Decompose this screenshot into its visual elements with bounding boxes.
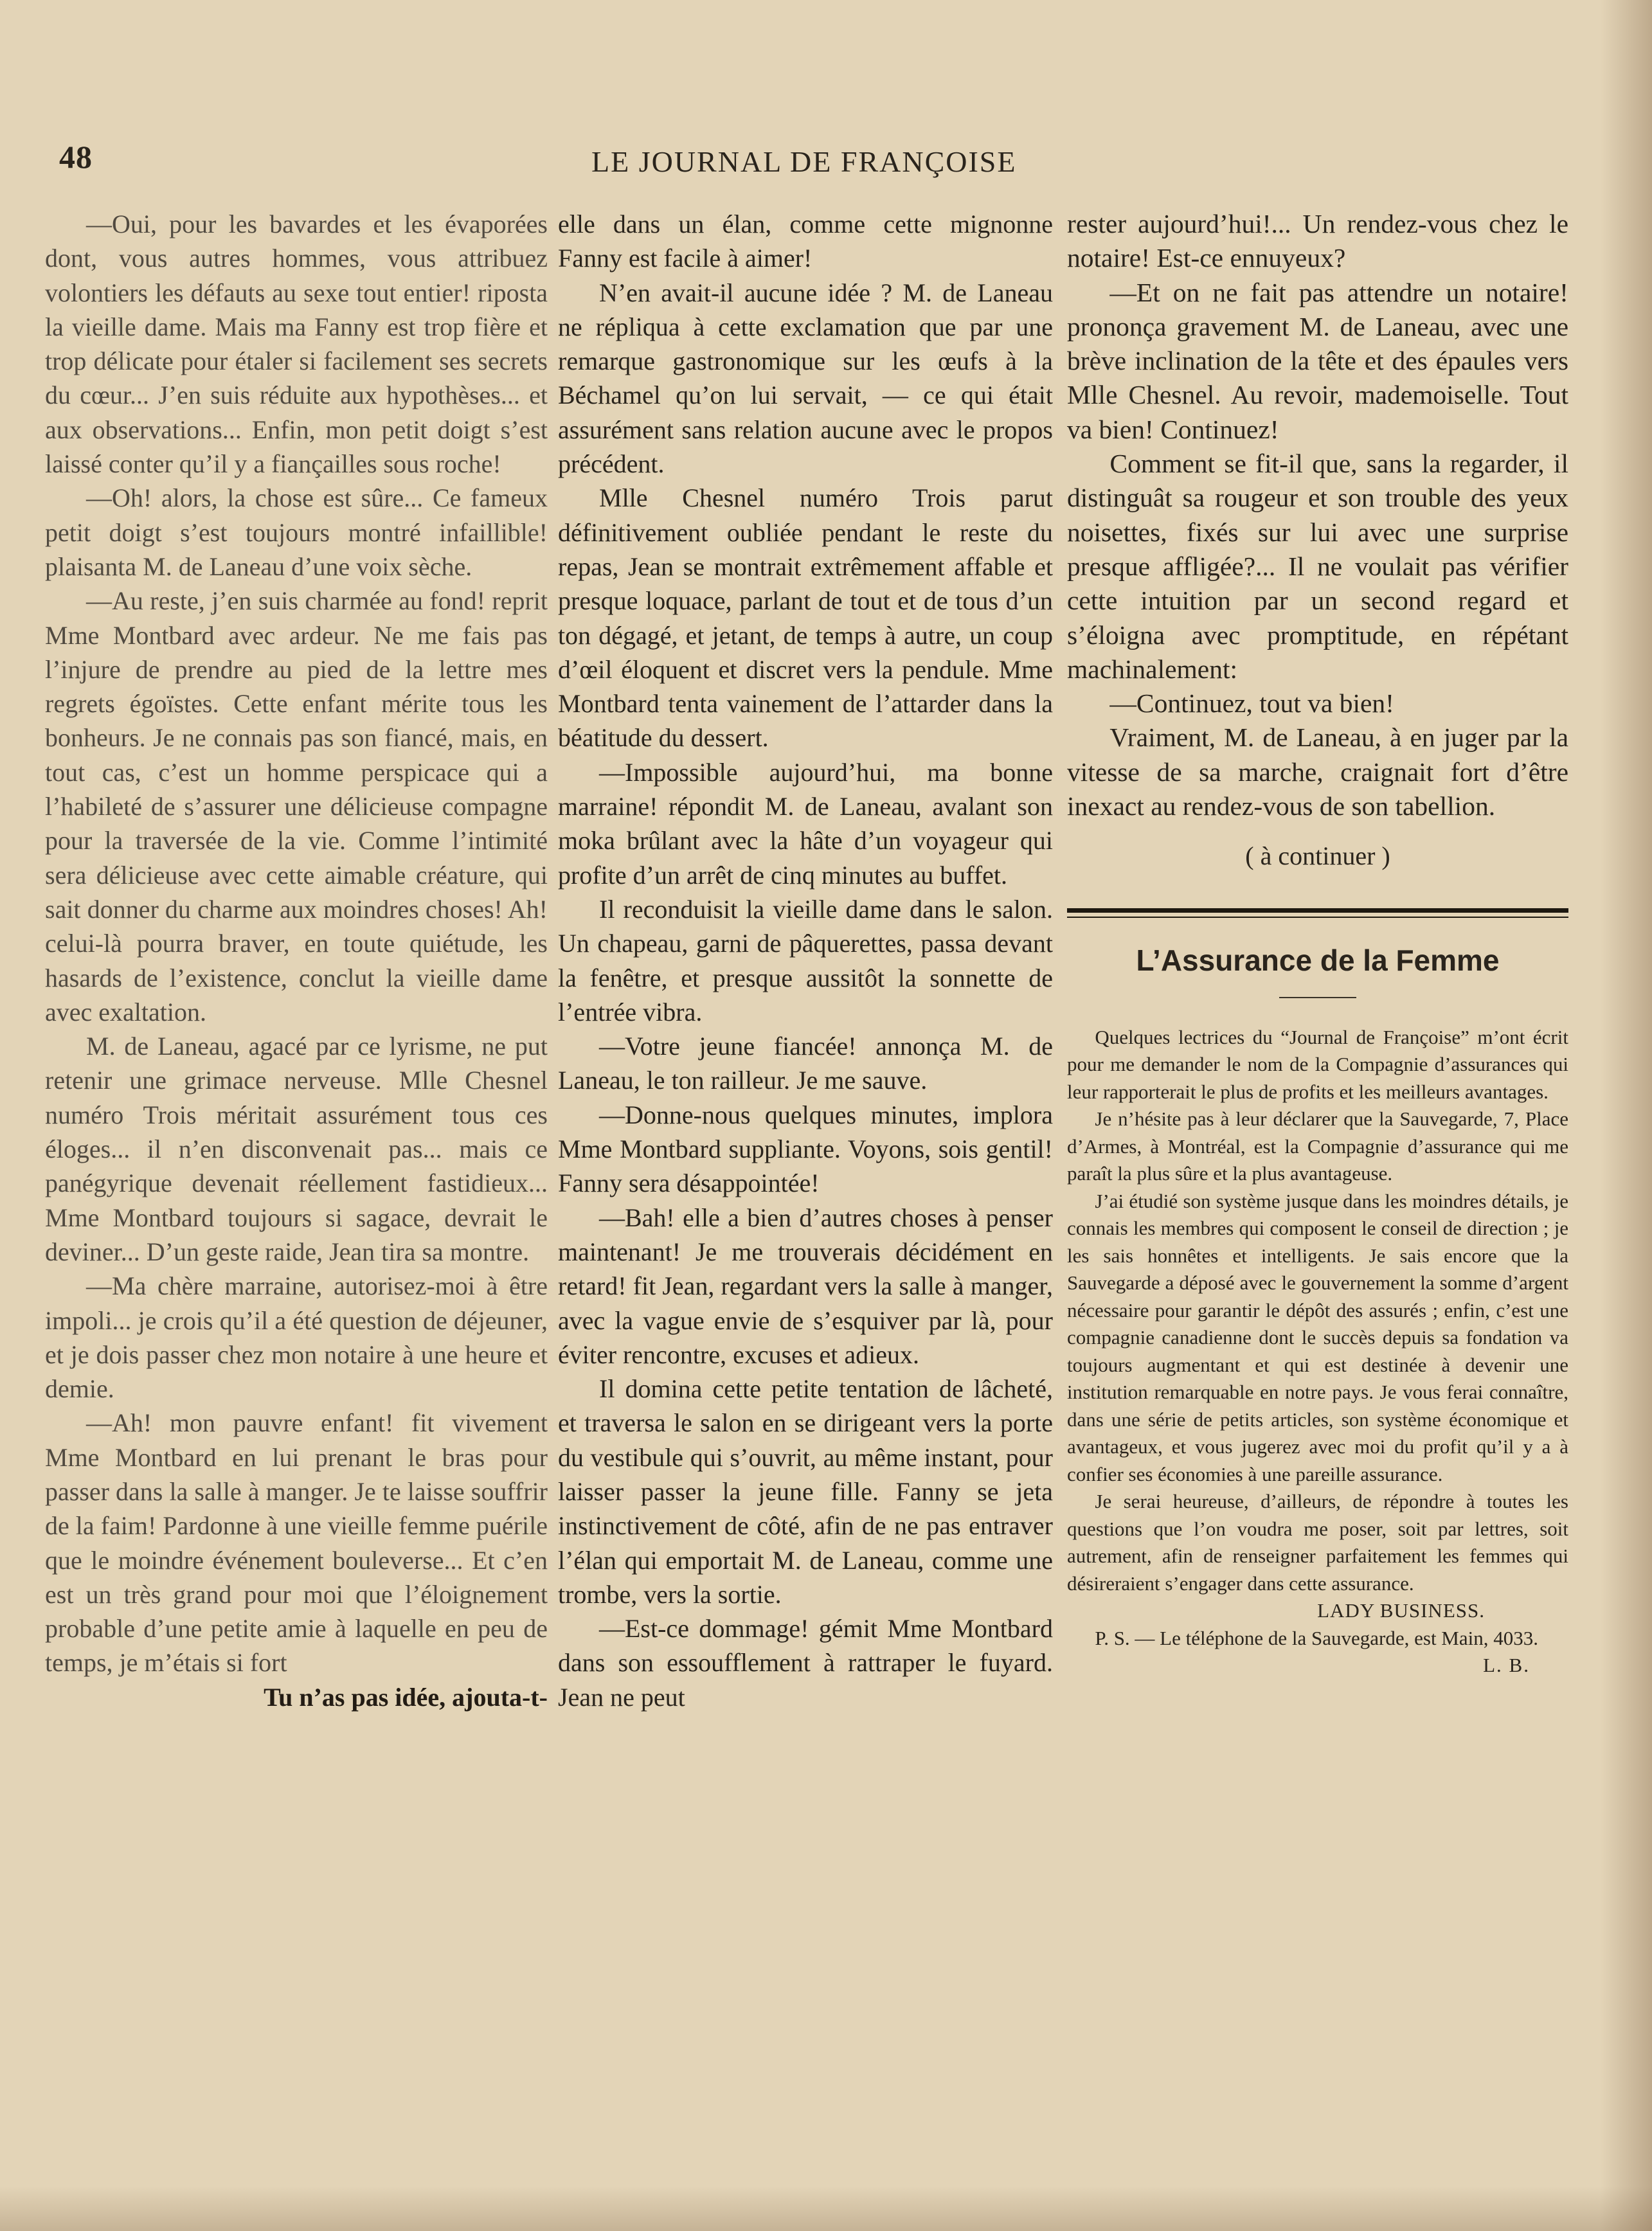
- paragraph: rester aujourd’hui!... Un rendez-vous chez le notaire! Est-ce ennuyeux?: [1067, 209, 1568, 273]
- article-title: L’Assurance de la Femme: [1136, 943, 1500, 977]
- article-body: [1067, 1024, 1568, 1680]
- paragraph: Il reconduisit la vieille dame dans le salon. Un chapeau, garni de pâquerettes, passa devant la fenêtre, et presque aussitôt la sonnette de l’entrée vibra.: [558, 894, 1053, 1026]
- section-divider-thin: [1067, 917, 1568, 918]
- paragraph: —Donne-nous quelques minutes, implora Mme Montbard suppliante. Voyons, sois gentil! Fanny sera désappointée!: [558, 1100, 1053, 1198]
- paragraph: —Oui, pour les bavardes et les évaporées dont, vous autres hommes, vous attribuez volontiers les défauts au sexe tout entier! riposta la vieille dame. Mais ma Fanny est trop fière et trop délicate pour étaler si facilement ses secrets du cœur... J’en suis réduite aux hypothèses... et aux observations... Enfin, mon petit doigt s’est laissé conter qu’il y a fiançailles sous roche!: [45, 210, 548, 479]
- section-divider-thick: [1067, 908, 1568, 913]
- paragraph: —Au reste, j’en suis charmée au fond! reprit Mme Montbard avec ardeur. Ne me fais pas l’injure de prendre au pied de la lettre mes regrets égoïstes. Cette enfant mérite tous les bonheurs. Je ne connais pas son fiancé, mais, en tout cas, c’est un homme perspicace qui a l’habileté de s’assurer une délicieuse compagne pour la traversée de la vie. Comme l’intimité sera délicieuse avec cette aimable créature, qui sait donner du charme aux moindres choses! Ah! celui-là pourra braver, en toute quiétude, les hasards de l’existence, conclut la vieille dame avec exaltation.: [45, 586, 548, 1026]
- journal-title: LE JOURNAL DE FRANÇOISE: [591, 145, 1017, 178]
- continuation-note: ( à continuer ): [1245, 841, 1390, 871]
- article-paragraph: J’ai étudié son système jusque dans les moindres détails, je connais les membres qui composent le conseil de direction ; je les sais honnêtes et intelligents. Je sais encore que la Sauvegarde a déposé avec le gouvernement la somme d’argent nécessaire pour garantir le dépôt des assurés ; enfin, c’est une compagnie canadienne dont le succès depuis sa fondation va toujours augmentant et qui est destinée à devenir une institution remarquable en notre pays. Je vous ferai connaître, dans une série de petits articles, son système économique et avantageux, et vous jugerez avec moi du profit qu’il y a à confier ses économies à une pareille assurance.: [1067, 1189, 1568, 1485]
- title-underline: [1279, 997, 1356, 998]
- paragraph: elle dans un élan, comme cette mignonne Fanny est facile à aimer!: [558, 210, 1053, 273]
- paragraph: —Ma chère marraine, autorisez-moi à être impoli... je crois qu’il a été question de déjeuner, et je dois passer chez mon notaire à une heure et demie.: [45, 1271, 548, 1404]
- column-3: [1067, 207, 1568, 1680]
- paragraph: —Continuez, tout va bien!: [1109, 688, 1394, 719]
- article-postscript: P. S. — Le téléphone de la Sauvegarde, est Main, 4033.: [1095, 1626, 1538, 1649]
- paragraph: —Bah! elle a bien d’autres choses à penser maintenant! Je me trouverais décidément en retard! fit Jean, regardant vers la salle à manger, avec la vague envie de s’esquiver par là, pour éviter rencontre, excuses et adieux.: [558, 1203, 1053, 1369]
- page-number: 48: [59, 139, 93, 175]
- paragraph: —Votre jeune fiancée! annonça M. de Laneau, le ton railleur. Je me sauve.: [558, 1032, 1053, 1095]
- article-paragraph: Je serai heureuse, d’ailleurs, de répondre à toutes les questions que l’on voudra me poser, soit par lettres, soit autrement, afin de renseigner parfaitement les femmes qui désireraient s’engager dans cette assurance.: [1067, 1490, 1568, 1595]
- paragraph: —Et on ne fait pas attendre un notaire! prononça gravement M. de Laneau, avec une brève inclination de la tête et des épaules vers Mlle Chesnel. Au revoir, mademoiselle. Tout va bien! Continuez!: [1067, 277, 1568, 444]
- paragraph-bold-fragment: Tu n’as pas idée, ajouta-t-: [264, 1682, 548, 1712]
- article-signature: LADY BUSINESS.: [1317, 1599, 1485, 1622]
- article-paragraph: Je n’hésite pas à leur déclarer que la Sauvegarde, 7, Place d’Armes, à Montréal, est la Compagnie d’assurance qui me paraît la plus sûre et la plus avantageuse.: [1067, 1107, 1568, 1185]
- article-paragraph: Quelques lectrices du “Journal de Françoise” m’ont écrit pour me demander le nom de la Compagnie d’assurances qui leur rapporterait le plus de profits et les meilleurs avantages.: [1067, 1025, 1568, 1103]
- paragraph: N’en avait-il aucune idée ? M. de Laneau ne répliqua à cette exclamation que par une remarque gastronomique sur les œufs à la Béchamel qu’on lui servait, — ce qui était assurément sans relation aucune avec le propos précédent.: [558, 278, 1053, 479]
- page-edge-shadow: [1601, 0, 1652, 2231]
- paragraph: —Impossible aujourd’hui, ma bonne marraine! répondit M. de Laneau, avalant son moka brûlant avec la hâte d’un voyageur qui profite d’un arrêt de cinq minutes au buffet.: [558, 757, 1053, 890]
- paragraph: —Est-ce dommage! gémit Mme Montbard dans son essoufflement à rattraper le fuyard. Jean ne peut: [558, 1614, 1053, 1712]
- column-2: [558, 207, 1053, 1714]
- page-bottom-shadow: [0, 2186, 1652, 2231]
- paragraph: Mlle Chesnel numéro Trois parut définitivement oubliée pendant le reste du repas, Jean se montrait extrêmement affable et presque loquace, parlant de tout et de tous d’un ton dégagé, et jetant, de temps à autre, un coup d’œil éloquent et discret vers la pendule. Mme Montbard tenta vainement de l’attarder dans la béatitude du dessert.: [558, 483, 1053, 753]
- paragraph: —Oh! alors, la chose est sûre... Ce fameux petit doigt s’est toujours montré infaillible! plaisanta M. de Laneau d’une voix sèche.: [45, 483, 548, 581]
- article-initials: L. B.: [1483, 1654, 1530, 1677]
- paragraph: Il domina cette petite tentation de lâcheté, et traversa le salon en se dirigeant vers la porte du vestibule qui s’ouvrit, au même instant, pour laisser passer la jeune fille. Fanny se jeta instinctivement de côté, afin de ne pas entraver l’élan qui emportait M. de Laneau, comme une trombe, vers la sortie.: [558, 1374, 1053, 1609]
- paragraph: —Ah! mon pauvre enfant! fit vivement Mme Montbard en lui prenant le bras pour passer dans la salle à manger. Je te laisse souffrir de la faim! Pardonne à une vieille femme puérile que le moindre événement bouleverse... Et c’en est un très grand pour moi que l’éloignement probable d’une petite amie à laquelle en peu de temps, je m’étais si fort: [45, 1408, 548, 1678]
- paragraph: M. de Laneau, agacé par ce lyrisme, ne put retenir une grimace nerveuse. Mlle Chesnel numéro Trois méritait assurément tous ces éloges... il n’en disconvenait pas... mais ce panégyrique devenait réellement fastidieux... Mme Montbard toujours si sagace, devrait le deviner... D’un geste raide, Jean tira sa montre.: [45, 1032, 548, 1266]
- paragraph: Comment se fit-il que, sans la regarder, il distinguât sa rougeur et son trouble des yeux noisettes, fixés sur lui avec une surprise presque affligée?... Il ne voulait pas vérifier cette intuition par un second regard et s’éloigna avec promptitude, en répétant machinalement:: [1067, 449, 1568, 684]
- paragraph: Vraiment, M. de Laneau, à en juger par la vitesse de sa marche, craignait fort d’être inexact au rendez-vous de son tabellion.: [1067, 722, 1568, 821]
- column-1: [45, 207, 548, 1714]
